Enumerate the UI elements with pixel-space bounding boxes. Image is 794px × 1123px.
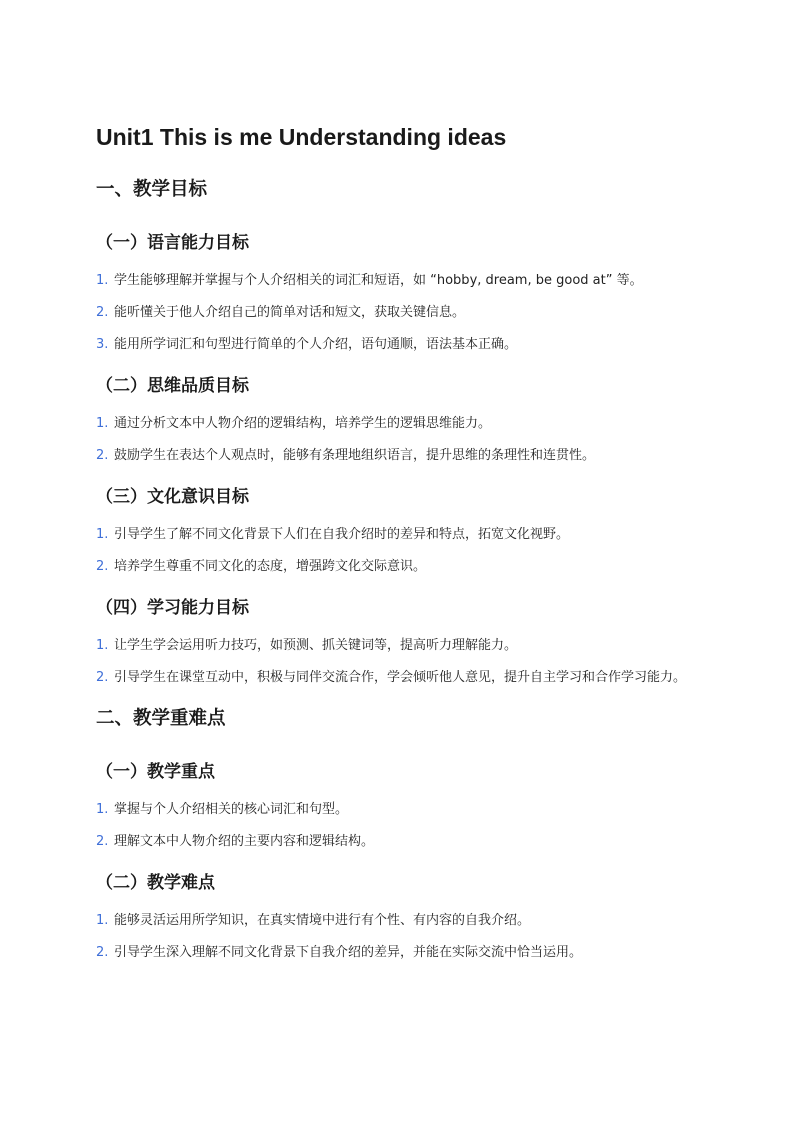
list-item (96, 667, 696, 689)
list-item-text: 引导学生了解不同文化背景下人们在自我介绍时的差异和特点，拓宽文化视野。 (114, 527, 570, 542)
subsection-heading: （二）教学难点 (96, 873, 215, 893)
list-item (96, 942, 696, 964)
list-item-text: 引导学生深入理解不同文化背景下自我介绍的差异，并能在实际交流中恰当运用。 (114, 945, 583, 960)
numbered-list (96, 413, 696, 467)
section-heading: 一、教学目标 (96, 179, 208, 200)
list-item (96, 635, 696, 657)
list-number: 1. (96, 913, 109, 928)
list-item-text: 让学生学会运用听力技巧，如预测、抓关键词等，提高听力理解能力。 (114, 638, 518, 653)
list-item-text: 引导学生在课堂互动中，积极与同伴交流合作，学会倾听他人意见，提升自主学习和合作学习能力。 (114, 670, 687, 685)
list-item-text: 通过分析文本中人物介绍的逻辑结构，培养学生的逻辑思维能力。 (114, 416, 492, 431)
list-number: 2. (96, 945, 109, 960)
list-item (96, 413, 696, 435)
list-item (96, 445, 696, 467)
list-item (96, 799, 696, 821)
list-number: 2. (96, 559, 109, 574)
subsection-heading: （二）思维品质目标 (96, 376, 249, 396)
list-item (96, 270, 696, 292)
list-item (96, 831, 696, 853)
list-number: 1. (96, 416, 109, 431)
subsection-heading: （四）学习能力目标 (96, 598, 249, 618)
list-item (96, 524, 696, 546)
section-key-difficult-points (96, 707, 696, 964)
list-item-text: 能听懂关于他人介绍自己的简单对话和短文，获取关键信息。 (114, 305, 466, 320)
list-item-text: 掌握与个人介绍相关的核心词汇和句型。 (114, 802, 349, 817)
list-item (96, 556, 696, 578)
list-number: 1. (96, 273, 109, 288)
list-number: 2. (96, 305, 109, 320)
list-item-text: 学生能够理解并掌握与个人介绍相关的词汇和短语，如 “hobby, dream, be good at” 等。 (114, 273, 643, 288)
section-teaching-objectives (96, 178, 696, 689)
section-heading: 二、教学重难点 (96, 708, 226, 729)
numbered-list (96, 270, 696, 356)
subsection-heading: （一）教学重点 (96, 762, 215, 782)
subsection-heading: （三）文化意识目标 (96, 487, 249, 507)
list-item-text: 能够灵活运用所学知识，在真实情境中进行有个性、有内容的自我介绍。 (114, 913, 531, 928)
document-title: Unit1 This is me Understanding ideas (96, 124, 507, 150)
numbered-list (96, 910, 696, 964)
list-number: 2. (96, 448, 109, 463)
list-item-text: 理解文本中人物介绍的主要内容和逻辑结构。 (114, 834, 375, 849)
list-item-text: 能用所学词汇和句型进行简单的个人介绍，语句通顺，语法基本正确。 (114, 337, 518, 352)
list-number: 3. (96, 337, 109, 352)
list-number: 1. (96, 638, 109, 653)
list-item-text: 培养学生尊重不同文化的态度，增强跨文化交际意识。 (114, 559, 427, 574)
numbered-list (96, 799, 696, 853)
list-number: 1. (96, 527, 109, 542)
list-number: 2. (96, 670, 109, 685)
document-page (96, 122, 696, 982)
list-item (96, 302, 696, 324)
numbered-list (96, 635, 696, 689)
list-item (96, 334, 696, 356)
subsection-heading: （一）语言能力目标 (96, 233, 249, 253)
list-number: 1. (96, 802, 109, 817)
list-item (96, 910, 696, 932)
list-number: 2. (96, 834, 109, 849)
numbered-list (96, 524, 696, 578)
list-item-text: 鼓励学生在表达个人观点时，能够有条理地组织语言，提升思维的条理性和连贯性。 (114, 448, 596, 463)
